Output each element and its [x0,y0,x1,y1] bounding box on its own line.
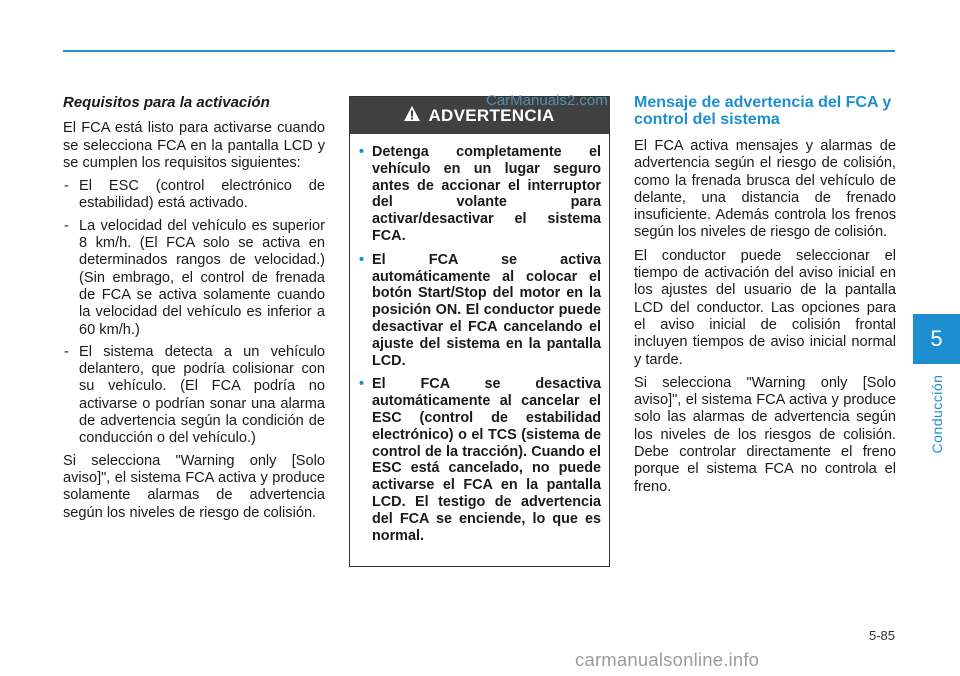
body-paragraph: El FCA activa mensajes y alarmas de advertencia según el riesgo de colisión, como la frenada brusca del vehículo de delante, una distancia de frenado insuficiente. Además controla los frenos según los niveles de riesgo de colisión. [634,138,896,241]
body-paragraph: Si selecciona "Warning only [Solo aviso]", el sistema FCA activa y produce solo las alarmas de advertencia según los niveles de los riesgos de colisión. Debe controlar directamente el freno porque el sistema FCA no controla el freno. [634,374,896,495]
warning-bullet: • El FCA se desactiva automáticamente al cancelar el ESC (control de estabilidad electrónico) o el TCS (sistema de control de la tracción). Cuando el ESC está cancelado, no puede activarse el FCA en la pantalla LCD. El testigo de advertencia del FCA se enciende, lo que es normal. [359,376,601,544]
watermark-bottom: carmanualsonline.info [575,649,760,670]
warning-bullet: • El FCA se activa automáticamente al colocar el botón Start/Stop del motor en la posición ON. El conductor puede desactivar el FCA cancelando el ajuste del sistema en la pantalla LCD. [359,252,601,370]
chapter-label: Conducción [928,374,945,454]
right-column [634,94,896,502]
condition-item: - El ESC (control electrónico de estabilidad) está activado. [63,178,325,213]
intro-paragraph: El FCA está listo para activarse cuando se selecciona FCA en la pantalla LCD y se cumplen los requisitos siguientes: [63,120,325,171]
body-paragraph: El conductor puede seleccionar el tiempo de activación del aviso inicial en los ajustes del usuario de la pantalla LCD del conductor. Las opciones para el aviso inicial de colisión frontal incluyen tiempos de aviso inicial normal y tarde. [634,247,896,368]
warning-bullet: • Detenga completamente el vehículo en un lugar seguro antes de accionar el interruptor del volante para activar/desactivar el sistema FCA. [359,144,601,245]
warning-title: ADVERTENCIA [428,105,555,125]
top-divider [63,50,895,52]
left-column [63,94,325,528]
warning-triangle-icon [404,106,420,126]
page-number: 5-85 [868,628,895,643]
warning-body [350,134,609,544]
warning-box [349,96,610,567]
watermark-top: CarManuals2.com [486,92,608,109]
chapter-number: 5 [930,326,943,351]
activation-requirements-heading: Requisitos para la activación [63,94,270,111]
chapter-side-label [913,364,960,464]
closing-paragraph: Si selecciona "Warning only [Solo aviso]", el sistema FCA activa y produce solamente alarmas de advertencia según los niveles de riesgo de colisión. [63,452,325,521]
condition-item: - El sistema detecta a un vehículo delantero, que podría colisionar con su vehículo. (El FCA podría no activarse o podrían sonar una alarma de advertencia según la condición de conducción o del vehículo.) [63,344,325,448]
condition-item: - La velocidad del vehículo es superior 8 km/h. (El FCA solo se activa en determinados rangos de velocidad.) (Sin embrago, el control de frenada de FCA se activa solamente cuando la velocidad del vehículo es inferior a 60 km/h.) [63,218,325,339]
chapter-number-tab[interactable] [913,314,960,364]
section-title: Mensaje de advertencia del FCA y control del sistema [634,94,892,128]
